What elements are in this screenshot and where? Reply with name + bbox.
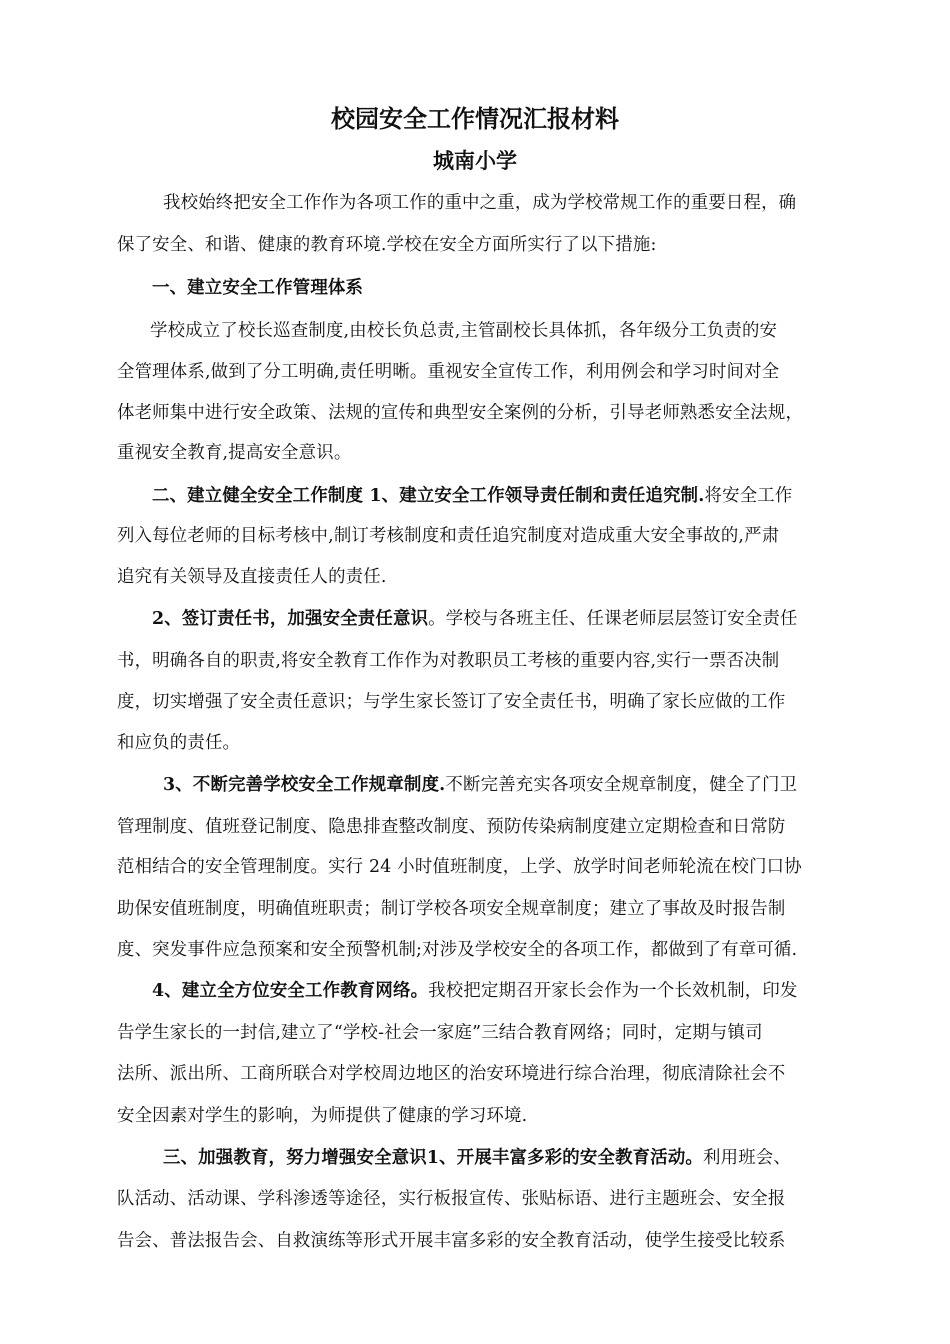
text-line	[117, 935, 797, 960]
text-line	[150, 316, 777, 341]
document-title: 校园安全工作情况汇报材料	[331, 104, 619, 133]
body-text: 我校把定期召开家长会作为一个长效机制，印发	[428, 981, 798, 1001]
text-line	[117, 438, 351, 463]
text-line	[117, 521, 779, 546]
body-text: 法所、派出所、工商所联合对学校周边地区的治安环境进行综合治理，彻底清除社会不	[117, 1064, 786, 1084]
text-line	[152, 481, 793, 506]
body-text: 安全因素对学生的影响，为师提供了健康的学习环境.	[117, 1106, 528, 1126]
text-line	[117, 562, 387, 587]
body-text: 告学生家长的一封信,建立了“学校-社会一家庭”三结合教育网络；同时，定期与镇司	[117, 1023, 763, 1043]
body-text: 体老师集中进行安全政策、法规的宣传和典型安全案例的分析，引导老师熟悉安全法规，	[117, 403, 804, 423]
school-name: 城南小学	[433, 148, 517, 173]
body-text: 全管理体系,做到了分工明确,责任明晰。重视安全宣传工作，利用例会和学习时间对全	[117, 362, 780, 382]
body-text: 告会、普法报告会、自救演练等形式开展丰富多彩的安全教育活动，使学生接受比较系	[117, 1231, 786, 1251]
body-text: 列入每位老师的目标考核中,制订考核制度和责任追究制度对造成重大安全事故的,严肃	[117, 526, 780, 546]
text-line	[117, 230, 657, 255]
text-line	[117, 398, 803, 423]
body-text: 我校始终把安全工作作为各项工作的重中之重，成为学校常规工作的重要日程，确	[163, 193, 797, 213]
text-line	[117, 852, 802, 877]
body-text: 利用班会、	[703, 1148, 791, 1168]
text-line	[117, 1184, 785, 1209]
body-text: 书，明确各自的职责,将安全教育工作作为对教职员工考核的重要内容,实行一票否决制	[117, 651, 780, 671]
text-line	[117, 812, 785, 837]
bold-heading-text: 2、签订责任书，加强安全责任意识	[152, 609, 429, 629]
bold-heading-text: 三、加强教育，努力增强安全意识1、开展丰富多彩的安全教育活动。	[163, 1148, 704, 1168]
text-line	[163, 770, 797, 795]
body-text: 度，切实增强了安全责任意识；与学生家长签订了安全责任书，明确了家长应做的工作	[117, 692, 786, 712]
body-text: 和应负的责任。	[117, 733, 241, 753]
text-line	[152, 976, 798, 1001]
text-line	[117, 1018, 763, 1043]
bold-heading-text: 4、建立全方位安全工作教育网络。	[152, 981, 429, 1001]
body-text: 。学校与各班主任、任课老师层层签订安全责任	[428, 609, 798, 629]
body-text: 助保安值班制度，明确值班职责；制订学校各项安全规章制度；建立了事故及时报告制	[117, 899, 786, 919]
body-text: 追究有关领导及直接责任人的责任.	[117, 567, 387, 587]
text-line	[163, 1143, 791, 1168]
text-line	[117, 357, 779, 382]
bold-heading-text: 二、建立健全安全工作制度 1、建立安全工作领导责任制和责任追究制.	[152, 486, 705, 506]
text-line	[117, 1226, 785, 1251]
body-text: 队活动、活动课、学科渗透等途径，实行板报宣传、张贴标语、进行主题班会、安全报	[117, 1189, 786, 1209]
body-text: 度、突发事件应急预案和安全预警机制;对涉及学校安全的各项工作，都做到了有章可循.	[117, 940, 798, 960]
body-text: 范相结合的安全管理制度。实行 24 小时值班制度，上学、放学时间老师轮流在校门口协	[117, 857, 802, 877]
body-text: 学校成立了校长巡查制度,由校长负总责,主管副校长具体抓，各年级分工负责的安	[150, 321, 778, 341]
text-line	[117, 1101, 527, 1126]
bold-heading-text: 3、不断完善学校安全工作规章制度.	[163, 775, 446, 795]
text-line	[117, 728, 240, 753]
body-text: 保了安全、和谐、健康的教育环境.学校在安全方面所实行了以下措施:	[117, 235, 657, 255]
body-text: 重视安全教育,提高安全意识。	[117, 443, 352, 463]
text-line	[117, 894, 785, 919]
body-text: 管理制度、值班登记制度、隐患排查整改制度、预防传染病制度建立定期检查和日常防	[117, 817, 786, 837]
text-line	[117, 1059, 785, 1084]
text-line	[152, 273, 363, 298]
bold-heading-text: 一、建立安全工作管理体系	[152, 278, 364, 298]
body-text: 将安全工作	[704, 486, 793, 506]
text-line	[152, 604, 798, 629]
body-text: 不断完善充实各项安全规章制度，健全了门卫	[445, 775, 798, 795]
text-line	[117, 646, 779, 671]
text-line	[117, 687, 785, 712]
text-line	[163, 188, 796, 213]
